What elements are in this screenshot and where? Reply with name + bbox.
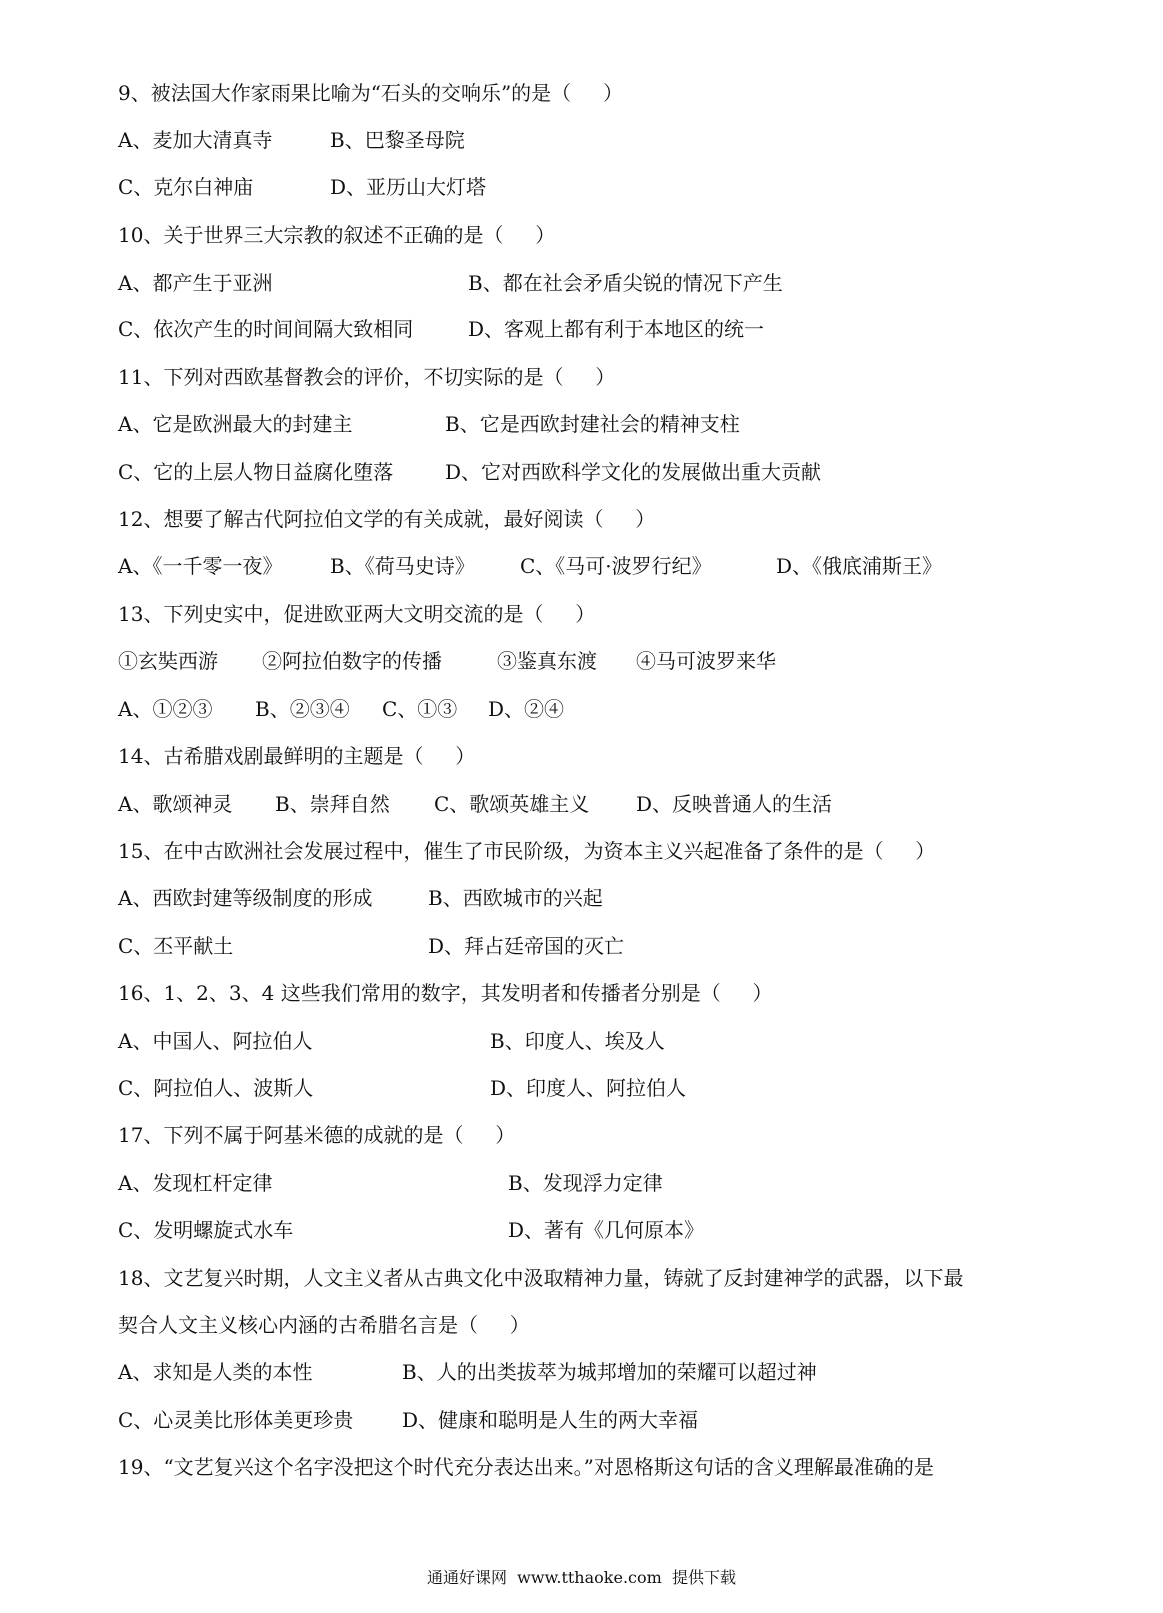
question-17-stem: 17、下列不属于阿基米德的成就的是（ ） <box>118 1123 516 1147</box>
q17-option-d: D、著有《几何原本》 <box>508 1218 705 1242</box>
q10-option-b: B、都在社会矛盾尖锐的情况下产生 <box>468 271 783 295</box>
q12-option-c: C、《马可·波罗行纪》 <box>520 554 712 578</box>
q16-option-d: D、印度人、阿拉伯人 <box>490 1076 687 1100</box>
question-13-stem: 13、下列史实中，促进欧亚两大文明交流的是（ ） <box>118 602 596 626</box>
q9-option-d: D、亚历山大灯塔 <box>330 175 487 199</box>
q10-option-a: A、都产生于亚洲 <box>118 271 273 295</box>
q13-item-2: ②阿拉伯数字的传播 <box>262 649 442 673</box>
q14-option-b: B、崇拜自然 <box>275 792 390 816</box>
q13-option-b: B、②③④ <box>255 697 350 721</box>
q17-option-c: C、发明螺旋式水车 <box>118 1218 294 1242</box>
question-10-stem: 10、关于世界三大宗教的叙述不正确的是（ ） <box>118 223 556 247</box>
q17-option-a: A、发现杠杆定律 <box>118 1171 273 1195</box>
q11-option-a: A、它是欧洲最大的封建主 <box>118 412 353 436</box>
q11-option-d: D、它对西欧科学文化的发展做出重大贡献 <box>445 460 822 484</box>
q18-option-c: C、心灵美比形体美更珍贵 <box>118 1408 354 1432</box>
q16-option-a: A、中国人、阿拉伯人 <box>118 1029 313 1053</box>
q13-option-a: A、①②③ <box>118 697 213 721</box>
q18-option-d: D、健康和聪明是人生的两大幸福 <box>402 1408 699 1432</box>
q18-option-b: B、人的出类拔萃为城邦增加的荣耀可以超过神 <box>402 1360 817 1384</box>
q13-item-3: ③鉴真东渡 <box>497 649 597 673</box>
q15-option-d: D、拜占廷帝国的灭亡 <box>428 934 625 958</box>
question-16-stem: 16、1、2、3、4 这些我们常用的数字，其发明者和传播者分别是（ ） <box>118 981 773 1005</box>
q9-option-c: C、克尔白神庙 <box>118 175 254 199</box>
q9-option-b: B、巴黎圣母院 <box>330 128 465 152</box>
question-9-stem: 9、被法国大作家雨果比喻为“石头的交响乐”的是（ ） <box>118 81 623 105</box>
question-18-stem-continued: 契合人文主义核心内涵的古希腊名言是（ ） <box>118 1313 530 1337</box>
q15-option-a: A、西欧封建等级制度的形成 <box>118 886 373 910</box>
q11-option-c: C、它的上层人物日益腐化堕落 <box>118 460 394 484</box>
page-footer: 通通好课网 www.tthaoke.com 提供下载 <box>427 1568 736 1587</box>
question-14-stem: 14、古希腊戏剧最鲜明的主题是（ ） <box>118 744 476 768</box>
question-12-stem: 12、想要了解古代阿拉伯文学的有关成就，最好阅读（ ） <box>118 507 656 531</box>
q12-option-a: A、《一千零一夜》 <box>118 554 283 578</box>
q14-option-c: C、歌颂英雄主义 <box>434 792 590 816</box>
q17-option-b: B、发现浮力定律 <box>508 1171 663 1195</box>
q18-option-a: A、求知是人类的本性 <box>118 1360 313 1384</box>
q10-option-d: D、客观上都有利于本地区的统一 <box>468 317 765 341</box>
q15-option-c: C、丕平献土 <box>118 934 234 958</box>
q16-option-c: C、阿拉伯人、波斯人 <box>118 1076 314 1100</box>
q9-option-a: A、麦加大清真寺 <box>118 128 273 152</box>
question-18-stem: 18、文艺复兴时期，人文主义者从古典文化中汲取精神力量，铸就了反封建神学的武器，以下最 <box>118 1266 964 1290</box>
q10-option-c: C、依次产生的时间间隔大致相同 <box>118 317 414 341</box>
q12-option-d: D、《俄底浦斯王》 <box>776 554 943 578</box>
q13-item-4: ④马可波罗来华 <box>636 649 776 673</box>
q13-option-c: C、①③ <box>382 697 458 721</box>
q14-option-a: A、歌颂神灵 <box>118 792 233 816</box>
q12-option-b: B、《荷马史诗》 <box>330 554 475 578</box>
question-11-stem: 11、下列对西欧基督教会的评价，不切实际的是（ ） <box>118 365 616 389</box>
q14-option-d: D、反映普通人的生活 <box>636 792 833 816</box>
question-19-stem: 19、“文艺复兴这个名字没把这个时代充分表达出来。”对恩格斯这句话的含义理解最准确的是 <box>118 1455 934 1479</box>
q15-option-b: B、西欧城市的兴起 <box>428 886 603 910</box>
q13-option-d: D、②④ <box>488 697 565 721</box>
q13-item-1: ①玄奘西游 <box>118 649 218 673</box>
question-15-stem: 15、在中古欧洲社会发展过程中，催生了市民阶级，为资本主义兴起准备了条件的是（ ） <box>118 839 936 863</box>
q11-option-b: B、它是西欧封建社会的精神支柱 <box>445 412 740 436</box>
q16-option-b: B、印度人、埃及人 <box>490 1029 665 1053</box>
